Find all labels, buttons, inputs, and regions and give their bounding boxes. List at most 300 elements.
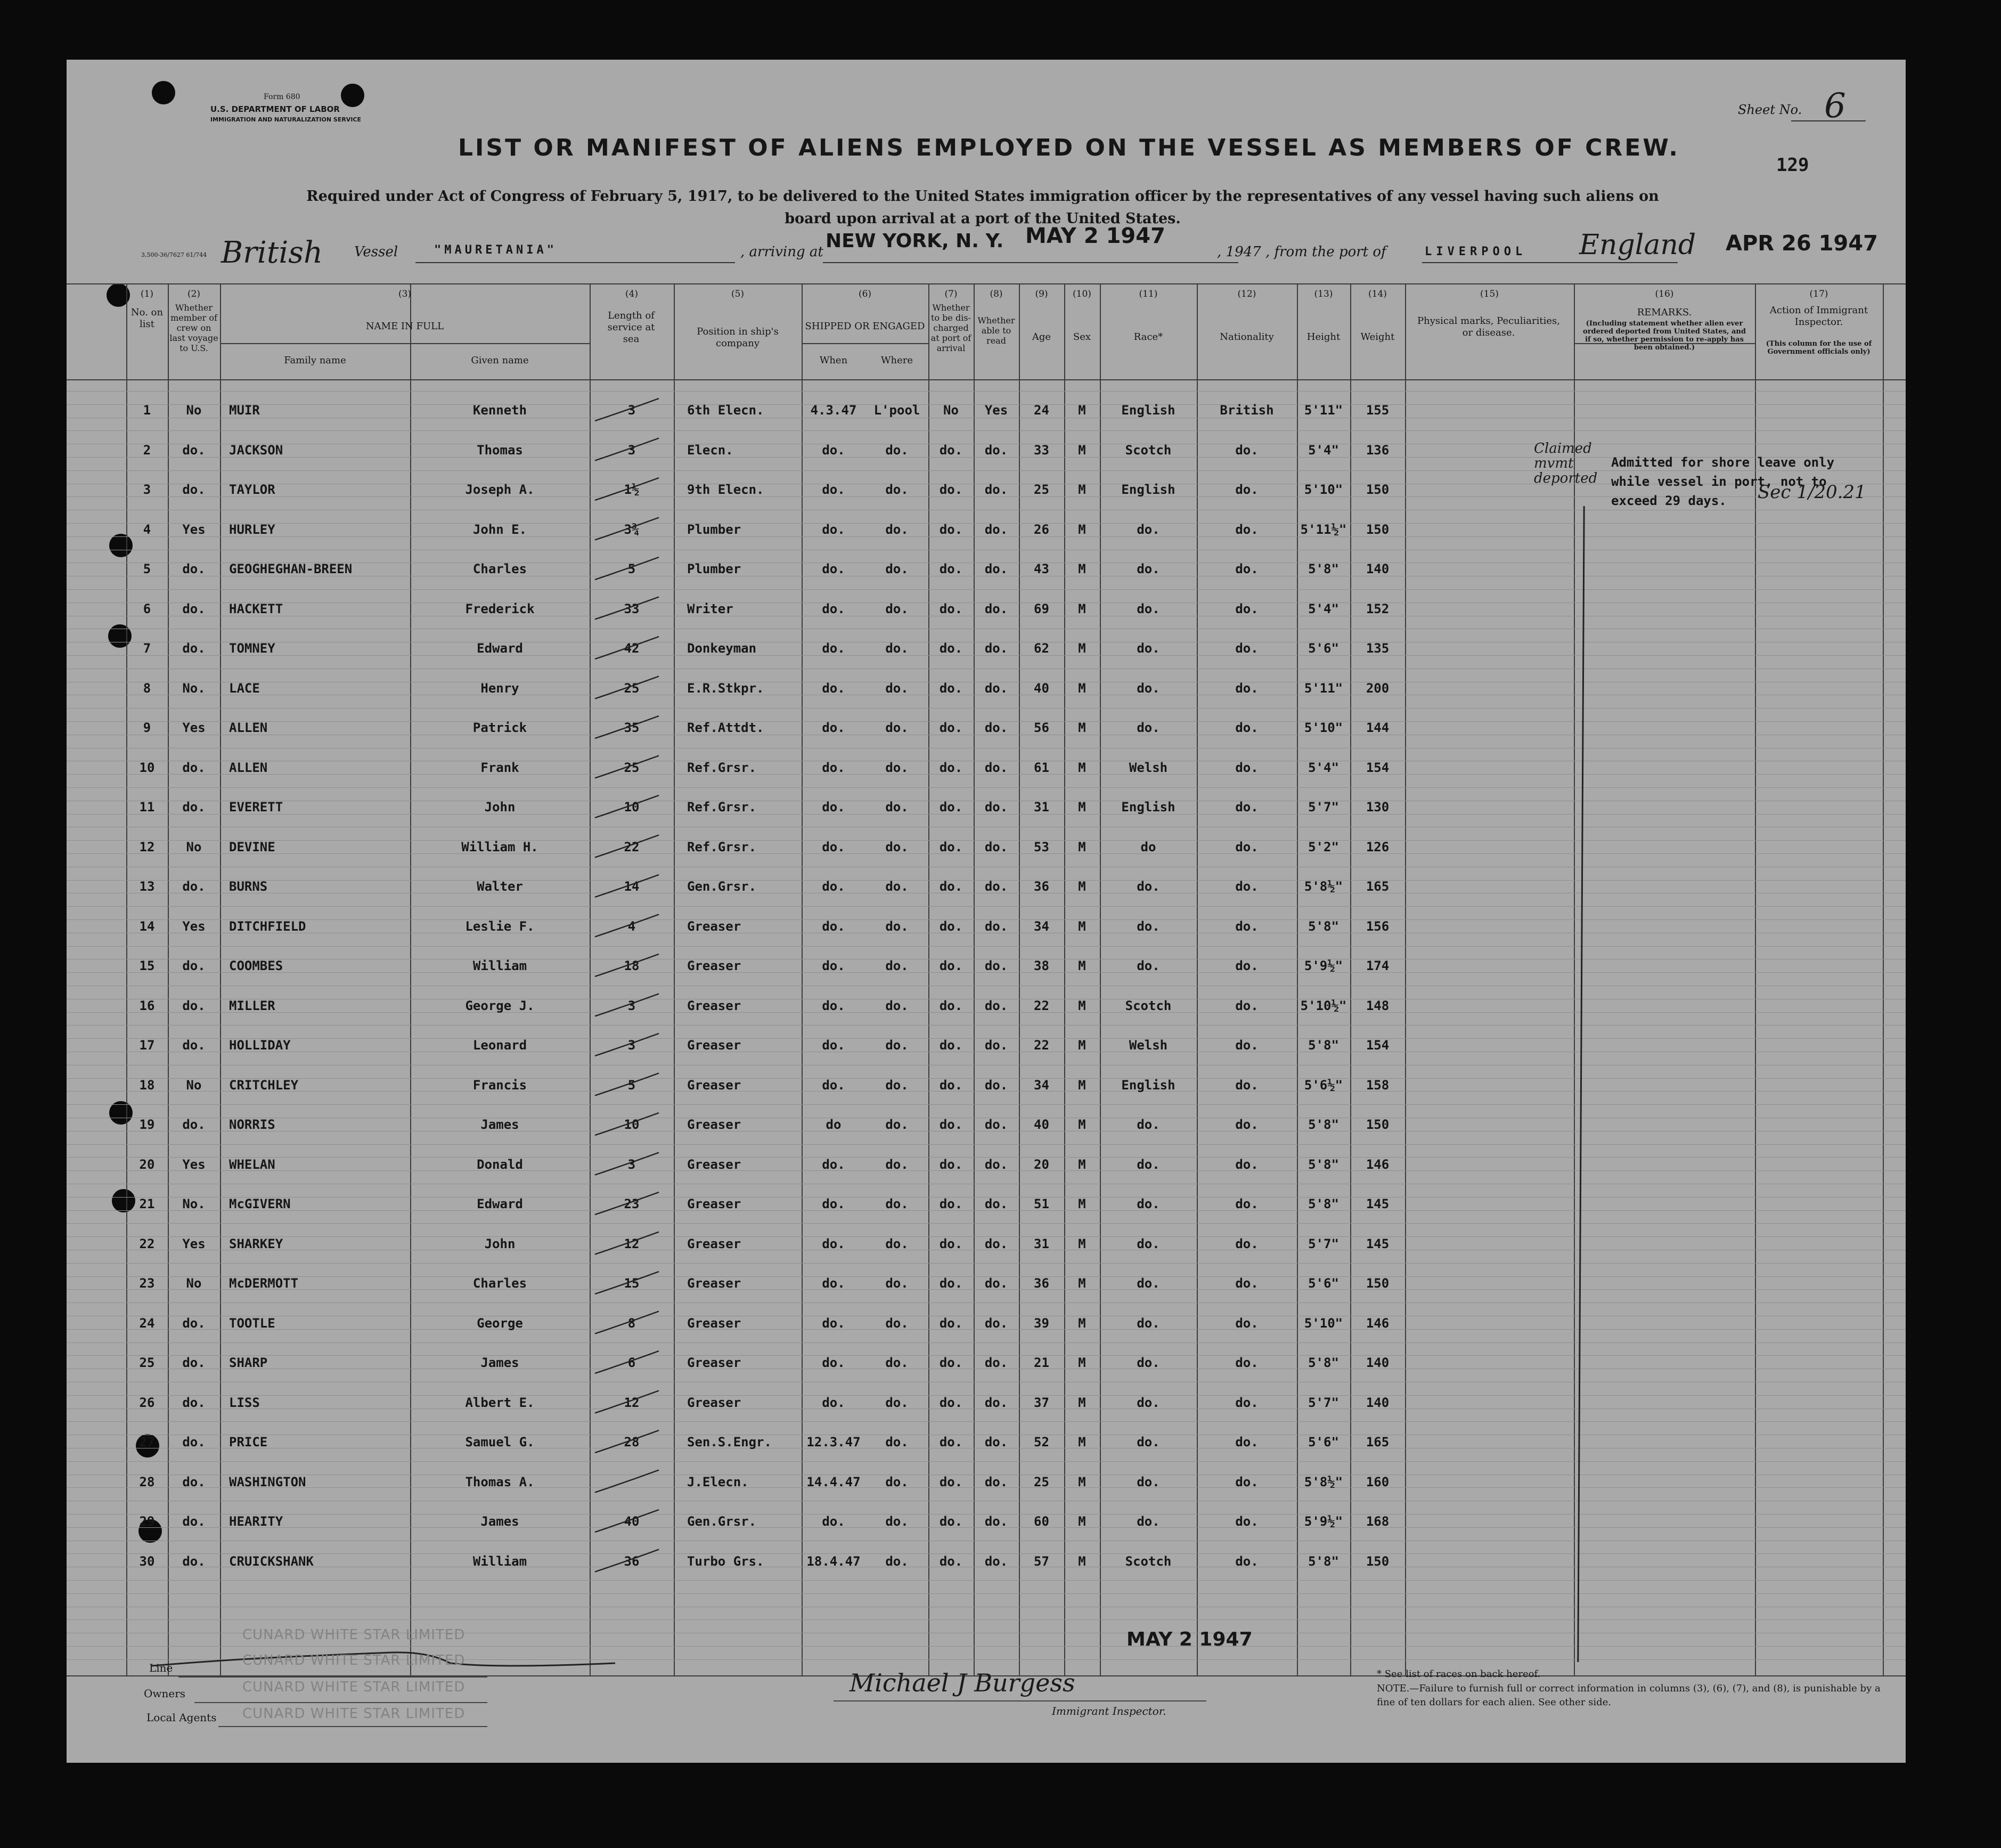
cell-sex: M [1078,1157,1086,1172]
cell-service: 6 [627,1355,636,1370]
col-head-given: Given name [471,355,529,366]
cell-where: do. [885,720,909,735]
cell-family: ALLEN [229,720,268,735]
cell-given: Leonard [472,1038,527,1053]
cell-no: 3 [143,482,151,497]
cell-where: do. [885,839,909,854]
cell-family: SHARKEY [229,1236,283,1251]
service-check-mark [595,915,659,937]
cell-when: do. [822,442,845,458]
cell-where: do. [885,879,909,894]
cell-where: do. [885,1276,909,1291]
cell-weight: 146 [1366,1157,1390,1172]
cell-prev: do. [182,1514,206,1529]
col-num-1: (1) [140,289,154,299]
cell-weight: 168 [1366,1514,1390,1529]
service-check-mark [595,557,659,580]
cell-family: COOMBES [229,958,283,973]
cell-disch: do. [939,1355,963,1370]
cell-given: Thomas A. [465,1474,535,1489]
cell-sex: M [1078,1355,1086,1370]
arrival-port: NEW YORK, N. Y. [826,230,1004,252]
cell-sex: M [1078,1077,1086,1093]
cell-sex: M [1078,1117,1086,1132]
shipped-subheader-rule [802,343,929,344]
cell-where: do. [885,1077,909,1093]
cell-given: William [472,958,527,973]
cell-no: 11 [139,800,155,815]
cell-where: do. [885,561,909,576]
cell-nat: do. [1235,1514,1259,1529]
cell-height: 5'7" [1308,1395,1339,1410]
service-check-mark [595,438,659,461]
cell-given: John [484,800,516,815]
cell-age: 51 [1034,1196,1049,1211]
cell-race: Scotch [1125,1553,1172,1569]
cell-nat: do. [1235,1117,1259,1132]
company-stamp-top: CUNARD WHITE STAR LIMITED [242,1627,465,1643]
cell-when: do. [822,522,845,537]
cell-weight: 174 [1366,958,1390,973]
cell-race: Welsh [1129,760,1168,775]
cell-height: 5'11½" [1300,522,1347,537]
cell-sex: M [1078,1395,1086,1410]
col-head-action: Action of Immigrant Inspector. [1769,305,1868,328]
sheet-label: Sheet No. [1738,102,1802,117]
cell-given: William H. [461,839,538,854]
cell-no: 27 [139,1435,155,1450]
cell-prev: do. [182,1435,206,1450]
cell-age: 22 [1034,998,1049,1013]
vessel-name: "MAURETANIA" [434,243,557,257]
cell-sex: M [1078,918,1086,934]
cell-age: 53 [1034,839,1049,854]
cell-disch: do. [939,760,963,775]
cell-service: 15 [624,1276,640,1291]
col-num-3: (3) [398,289,412,299]
cell-position: Greaser [687,1077,741,1093]
cell-service: 5 [627,561,636,576]
col-head-sex: Sex [1073,331,1091,343]
cell-height: 5'8½" [1304,1474,1343,1489]
vessel-label: Vessel [354,244,398,260]
cell-prev: No [186,403,202,418]
col-num-13: (13) [1314,289,1333,299]
cell-when: 18.4.47 [806,1553,861,1569]
cell-family: JACKSON [229,442,283,458]
cell-family: TOOTLE [229,1315,275,1331]
cell-nat: do. [1235,839,1259,854]
cell-sex: M [1078,879,1086,894]
cell-race: do. [1137,1157,1160,1172]
department: U.S. DEPARTMENT OF LABOR [210,104,340,114]
col-head-race: Race* [1133,331,1163,343]
ruled-line [67,906,1906,907]
cell-weight: 146 [1366,1315,1390,1331]
cell-age: 52 [1034,1435,1049,1450]
cell-height: 5'8" [1308,1038,1339,1053]
cell-race: Welsh [1129,1038,1168,1053]
signature-underline [834,1700,1206,1702]
cell-service: 5 [627,1077,636,1093]
table-header-rule [67,379,1906,380]
cell-when: do. [822,601,845,616]
cell-where: do. [885,482,909,497]
cell-no: 30 [139,1553,155,1569]
cell-given: Henry [480,680,519,696]
cell-age: 36 [1034,879,1049,894]
service-check-mark [595,1192,659,1215]
cell-given: Francis [472,1077,527,1093]
cell-read: do. [984,1196,1008,1211]
cell-prev: do. [182,1038,206,1053]
cell-service: 3 [627,998,636,1013]
cell-prev: do. [182,1395,206,1410]
cell-age: 40 [1034,1117,1049,1132]
cell-weight: 150 [1366,1117,1390,1132]
cell-disch: No [943,403,959,418]
cell-read: do. [984,1315,1008,1331]
cell-no: 25 [139,1355,155,1370]
cell-no: 29 [139,1514,155,1529]
service-check-mark [595,835,659,858]
cell-sex: M [1078,1514,1086,1529]
cell-prev: do. [182,1117,206,1132]
cell-age: 34 [1034,1077,1049,1093]
cell-no: 15 [139,958,155,973]
cell-family: HEARITY [229,1514,283,1529]
footer-underline-owners [194,1702,487,1703]
cell-disch: do. [939,1553,963,1569]
cell-race: do. [1137,522,1160,537]
cell-weight: 154 [1366,1038,1390,1053]
cell-prev: do. [182,879,206,894]
col-head-read: Whether able to read [977,315,1015,346]
ruled-line [67,1461,1906,1462]
col-head-where: Where [880,355,913,366]
cell-given: John [484,1236,516,1251]
cell-sex: M [1078,1315,1086,1331]
cell-weight: 135 [1366,641,1390,656]
cell-no: 4 [143,522,151,537]
cell-when: do. [822,641,845,656]
ruled-line [67,1302,1906,1303]
col-head-height: Height [1306,331,1341,343]
cell-prev: Yes [182,720,206,735]
cell-age: 21 [1034,1355,1049,1370]
cell-no: 8 [143,680,151,696]
cell-age: 33 [1034,442,1049,458]
cell-family: GEOGHEGHAN-BREEN [229,561,353,576]
cell-race: do. [1137,918,1160,934]
cell-prev: Yes [182,918,206,934]
crew-table [67,283,1906,1676]
cell-nat: do. [1235,1276,1259,1291]
cell-family: McGIVERN [229,1196,291,1211]
ruled-line [67,1144,1906,1145]
cell-read: Yes [984,403,1008,418]
cell-age: 36 [1034,1276,1049,1291]
cell-sex: M [1078,800,1086,815]
cell-weight: 148 [1366,998,1390,1013]
cell-family: PRICE [229,1435,268,1450]
cell-race: do. [1137,879,1160,894]
local-agents-label: Local Agents [146,1711,217,1724]
cell-nat: do. [1235,1355,1259,1370]
cell-disch: do. [939,958,963,973]
page-number: 129 [1776,154,1809,176]
punch-hole [152,81,175,104]
cell-no: 24 [139,1315,155,1331]
cell-read: do. [984,1474,1008,1489]
cell-given: Albert E. [465,1395,535,1410]
cell-race: do. [1137,1355,1160,1370]
cell-given: Patrick [472,720,527,735]
cell-no: 1 [143,403,151,418]
cell-where: do. [885,1117,909,1132]
cell-given: Thomas [477,442,523,458]
cell-height: 5'6" [1308,1435,1339,1450]
cell-prev: do. [182,561,206,576]
remarks-ditto-line [1577,506,1585,1662]
ruled-line [67,430,1906,431]
cell-when: 12.3.47 [806,1435,861,1450]
cell-position: 9th Elecn. [687,482,764,497]
cell-no: 9 [143,720,151,735]
cell-service: 25 [624,680,640,696]
cell-sex: M [1078,601,1086,616]
cell-service: 18 [624,958,640,973]
col-num-6: (6) [858,289,872,299]
cell-family: WHELAN [229,1157,275,1172]
cell-given: Kenneth [472,403,527,418]
cell-nat: do. [1235,879,1259,894]
cell-where: do. [885,958,909,973]
cell-service: 23 [624,1196,640,1211]
col-head-when: When [819,355,848,366]
service-check-mark [595,398,659,421]
cell-race: do. [1137,1474,1160,1489]
service-check-mark [595,1272,659,1294]
cell-when: do. [822,1514,845,1529]
cell-disch: do. [939,1236,963,1251]
cell-family: BURNS [229,879,268,894]
cell-service: 42 [624,641,640,656]
cell-height: 5'6½" [1304,1077,1343,1093]
cell-no: 10 [139,760,155,775]
manifest-page [67,60,1906,1763]
cell-prev: Yes [182,1157,206,1172]
cell-height: 5'8" [1308,1553,1339,1569]
service-check-mark [595,677,659,699]
cell-no: 7 [143,641,151,656]
cell-where: do. [885,680,909,696]
owners-label: Owners [144,1687,186,1700]
cell-nat: do. [1235,1196,1259,1211]
cell-read: do. [984,641,1008,656]
cell-where: do. [885,1435,909,1450]
cell-no: 22 [139,1236,155,1251]
cell-height: 5'2" [1308,839,1339,854]
cell-family: DEVINE [229,839,275,854]
cell-prev: do. [182,641,206,656]
col-head-weight: Weight [1360,331,1395,343]
cell-given: John E. [472,522,527,537]
cell-age: 31 [1034,1236,1049,1251]
service-check-mark [595,795,659,818]
cell-weight: 156 [1366,918,1390,934]
cell-race: English [1121,482,1175,497]
cell-race: do. [1137,1236,1160,1251]
col-num-12: (12) [1237,289,1256,299]
cell-given: Edward [477,1196,523,1211]
ruled-line [67,1421,1906,1422]
cell-sex: M [1078,522,1086,537]
sheet-number: 6 [1824,86,1846,126]
cell-where: do. [885,1196,909,1211]
cell-read: do. [984,998,1008,1013]
cell-age: 24 [1034,403,1049,418]
cell-read: do. [984,1236,1008,1251]
cell-race: do. [1137,720,1160,735]
cell-where: do. [885,641,909,656]
cell-read: do. [984,958,1008,973]
cell-nat: do. [1235,998,1259,1013]
cell-race: do. [1137,1196,1160,1211]
cell-weight: 145 [1366,1236,1390,1251]
cell-weight: 152 [1366,601,1390,616]
cell-given: Donald [477,1157,523,1172]
col-head-age: Age [1032,331,1051,343]
cell-position: Turbo Grs. [687,1553,764,1569]
cell-disch: do. [939,879,963,894]
cell-race: do. [1137,1395,1160,1410]
ruled-line [67,946,1906,947]
col-line [220,283,221,1676]
cell-nat: do. [1235,482,1259,497]
col-num-10: (10) [1073,289,1091,299]
cell-nat: do. [1235,1435,1259,1450]
cell-when: do. [822,1077,845,1093]
cell-sex: M [1078,1038,1086,1053]
cell-height: 5'8" [1308,1117,1339,1132]
col-head-remarks: REMARKS. [1637,307,1692,318]
cell-given: Walter [477,879,523,894]
cell-position: Greaser [687,998,741,1013]
cell-nat: British [1220,403,1274,418]
cell-position: Gen.Grsr. [687,879,757,894]
cell-sex: M [1078,482,1086,497]
cell-race: English [1121,1077,1175,1093]
cell-when: do. [822,998,845,1013]
cell-when: do. [822,1395,845,1410]
cell-read: do. [984,1553,1008,1569]
cell-weight: 150 [1366,1553,1390,1569]
cell-sex: M [1078,1474,1086,1489]
cell-disch: do. [939,522,963,537]
col-line [1883,283,1884,1676]
cell-age: 26 [1034,522,1049,537]
ruled-line [67,1342,1906,1343]
col-num-8: (8) [990,289,1003,299]
ruled-line [67,589,1906,590]
cell-height: 5'8" [1308,1157,1339,1172]
cell-nat: do. [1235,442,1259,458]
col-num-14: (14) [1368,289,1387,299]
cell-service: 35 [624,720,640,735]
cell-race: do. [1137,641,1160,656]
cell-height: 5'8" [1308,561,1339,576]
cell-prev: do. [182,958,206,973]
cell-position: Greaser [687,918,741,934]
cell-disch: do. [939,1038,963,1053]
cell-service: 28 [624,1435,640,1450]
cell-given: James [480,1514,519,1529]
cell-service: 12 [624,1236,640,1251]
cell-prev: Yes [182,522,206,537]
cell-weight: 136 [1366,442,1390,458]
cell-position: Plumber [687,522,741,537]
cell-race: English [1121,800,1175,815]
cell-family: ALLEN [229,760,268,775]
cell-prev: No [186,839,202,854]
cell-height: 5'10" [1304,482,1343,497]
cell-family: MILLER [229,998,275,1013]
cell-when: do. [822,680,845,696]
col-num-4: (4) [625,289,639,299]
cell-service: 36 [624,1553,640,1569]
line-label: Line [149,1662,173,1674]
cell-disch: do. [939,998,963,1013]
cell-height: 5'10½" [1300,998,1347,1013]
inspector-label: Immigrant Inspector. [1052,1705,1166,1717]
cell-position: Donkeyman [687,641,757,656]
cell-prev: do. [182,800,206,815]
cell-read: do. [984,879,1008,894]
ruled-line [67,1619,1906,1620]
cell-read: do. [984,482,1008,497]
cell-nat: do. [1235,1395,1259,1410]
ruled-line [67,787,1906,788]
cell-where: do. [885,522,909,537]
cell-prev: No. [182,1196,206,1211]
cell-race: do. [1137,680,1160,696]
cell-disch: do. [939,442,963,458]
footer-underline-agents [218,1726,487,1727]
service-check-mark [595,1391,659,1413]
ruled-line [67,1646,1906,1647]
cell-read: do. [984,800,1008,815]
company-stamp-agents: CUNARD WHITE STAR LIMITED [242,1706,465,1722]
cell-height: 5'7" [1308,1236,1339,1251]
col-head-name: NAME IN FULL [365,321,444,332]
cell-weight: 160 [1366,1474,1390,1489]
col-head-service: Length of service at sea [607,310,655,345]
cell-family: MUIR [229,403,260,418]
cell-where: do. [885,1236,909,1251]
cell-read: do. [984,1435,1008,1450]
cell-height: 5'8" [1308,1355,1339,1370]
service-check-mark [595,1430,659,1453]
cell-no: 18 [139,1077,155,1093]
arriving-label: , arriving at [740,244,823,260]
cell-family: HOLLIDAY [229,1038,291,1053]
cell-weight: 154 [1366,760,1390,775]
cell-age: 39 [1034,1315,1049,1331]
col-num-7: (7) [944,289,958,299]
cell-where: do. [885,601,909,616]
cell-age: 40 [1034,680,1049,696]
